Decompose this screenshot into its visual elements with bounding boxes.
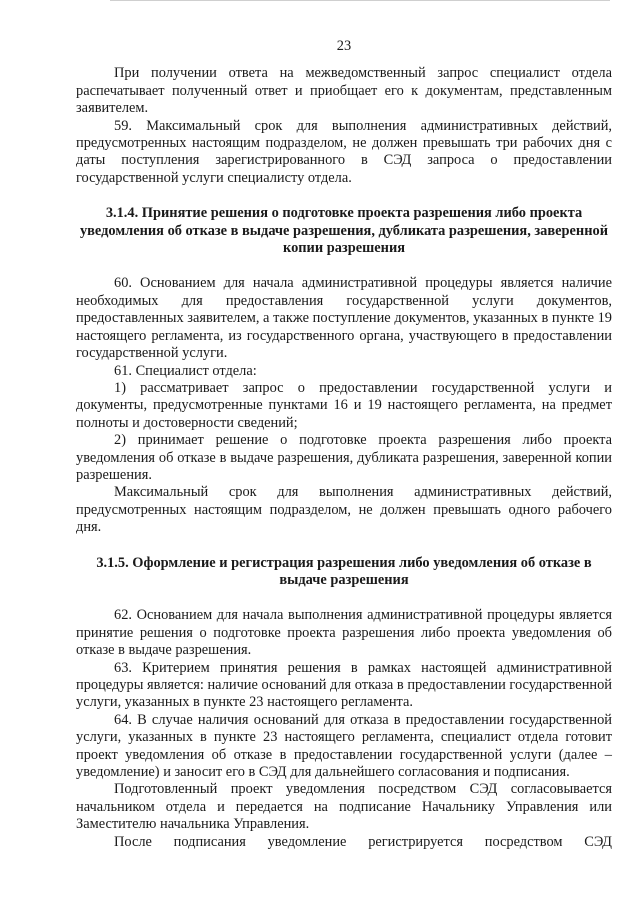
paragraph-62: 62. Основанием для начала выполнения административной процедуры является принятие решения о подготовке проекта разрешения либо проекта уведомления об отказе в выдаче разрешения. [76, 607, 612, 659]
section-heading-3-1-5: 3.1.5. Оформление и регистрация разрешения либо уведомления об отказе в выдаче разрешения [96, 554, 592, 588]
paragraph-max-term: Максимальный срок для выполнения административных действий, предусмотренных настоящим подразделом, не должен превышать одного рабочего дня. [76, 484, 612, 536]
paragraph-approval: Подготовленный проект уведомления посредством СЭД согласовывается начальником отдела и передается на подписание Начальнику Управления или Заместителю начальника Управления. [76, 781, 612, 833]
paragraph-61: 61. Специалист отдела: [114, 362, 257, 379]
page-number: 23 [336, 38, 352, 54]
paragraph-64: 64. В случае наличия оснований для отказа в предоставлении государственной услуги, указанных в пункте 23 настоящего регламента, специалист отдела готовит проект уведомления об отказе в предоставлении государственной услуги (далее –уведомление) и заносит его в СЭД для дальнейшего согласования и подписания. [76, 711, 612, 781]
list-item-2: 2) принимает решение о подготовке проекта разрешения либо проекта уведомления об отказе в выдаче разрешения, дубликата разрешения, заверенной копии разрешения. [76, 432, 612, 483]
paragraph-registration: После подписания уведомление регистрируется посредством СЭД [114, 833, 612, 850]
document-page [76, 38, 612, 851]
scan-top-edge [110, 0, 610, 1]
paragraph-59: 59. Максимальный срок для выполнения административных действий, предусмотренных настоящим подразделом, не должен превышать три рабочих дня с даты поступления зарегистрированного в СЭД запроса о предоставлении государственной услуги специалисту отдела. [76, 117, 612, 186]
paragraph-60: 60. Основанием для начала административной процедуры является наличие необходимых для предоставления государственной услуги документов, предоставленных заявителем, а также поступление документов, указанных в пункте 19 настоящего регламента, из государственного органа, участвующего в предоставлении государственной услуги. [76, 275, 612, 362]
paragraph: При получении ответа на межведомственный запрос специалист отдела распечатывает полученный ответ и приобщает его к документам, представленным заявителем. [76, 65, 612, 117]
list-item-1: 1) рассматривает запрос о предоставлении государственной услуги и документы, предусмотренные пунктами 16 и 19 настоящего регламента, на предмет полноты и достоверности сведений; [76, 379, 612, 431]
paragraph-63: 63. Критерием принятия решения в рамках настоящей административной процедуры является: наличие оснований для отказа в предоставлении государственной услуги, указанных в пункте 23 настоящего регламента. [76, 659, 612, 711]
section-heading-3-1-4: 3.1.4. Принятие решения о подготовке проекта разрешения либо проекта уведомления об отказе в выдаче разрешения, дубликата разрешения, заверенной копии разрешения [79, 205, 609, 257]
